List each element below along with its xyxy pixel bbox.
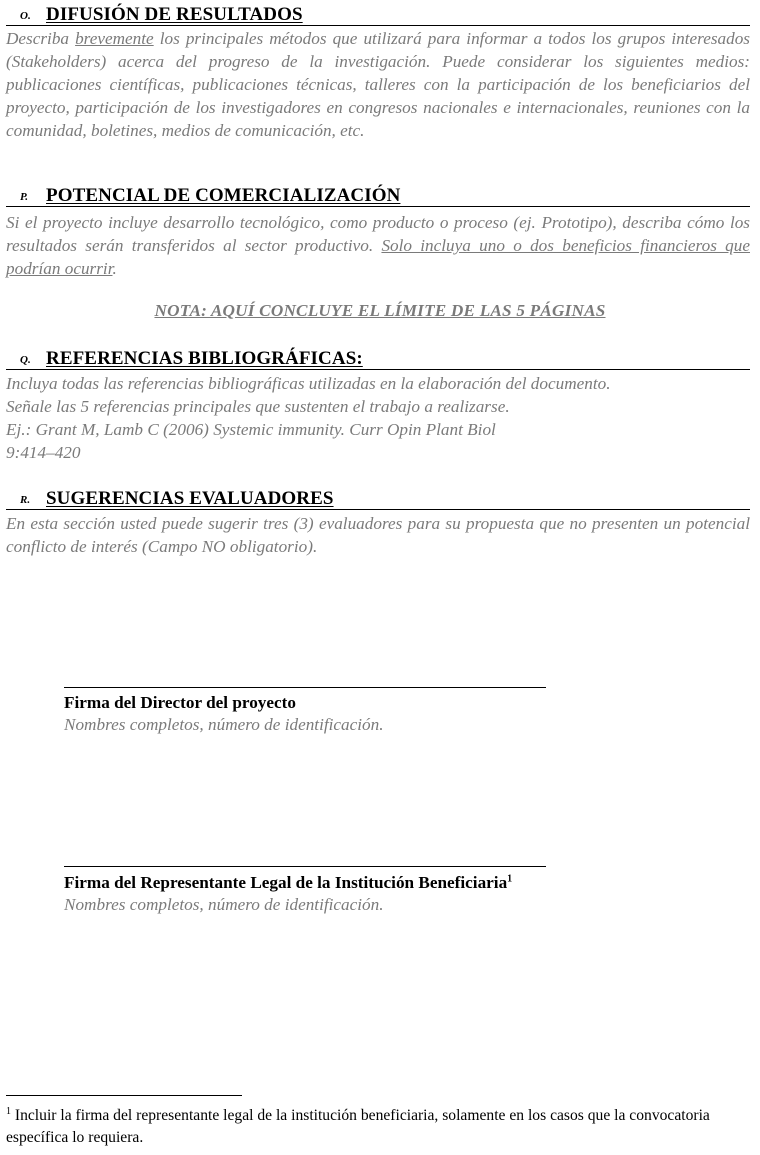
section-o-description — [6, 27, 750, 142]
section-p-letter: P. — [20, 191, 29, 203]
section-p-heading — [6, 183, 750, 207]
section-r-description: En esta sección usted puede sugerir tres (3) evaluadores para su propuesta que no presenten un potencial conflicto de interés (Campo NO obligatorio). — [6, 514, 750, 556]
section-q-heading — [6, 346, 750, 370]
section-p-description — [6, 211, 750, 280]
section-p-text-b: . — [112, 259, 117, 278]
section-r-heading — [6, 486, 750, 510]
signature-title-legal-rep — [64, 872, 512, 894]
section-q-line: Ej.: Grant M, Lamb C (2006) Systemic immunity. Curr Opin Plant Biol — [6, 420, 496, 439]
section-o-emphasis: brevemente — [75, 29, 154, 48]
footnote-text: Incluir la firma del representante legal de la institución beneficiaria, solamente en los casos que la convocatoria específica lo requiera. — [6, 1107, 710, 1146]
section-r-letter: R. — [20, 494, 31, 506]
section-q-description — [6, 372, 750, 464]
section-q-letter: Q. — [20, 354, 31, 366]
section-q-line: Señale las 5 referencias principales que sustenten el trabajo a realizarse. — [6, 397, 510, 416]
section-p-text-a: Si el proyecto incluye desarrollo tecnológico, como producto o proceso (ej. Prototipo), describa cómo los resultados serán transferidos al sector productivo. — [6, 213, 750, 255]
signature-line-director — [64, 687, 546, 688]
signature-subtitle-legal-rep: Nombres completos, número de identificación. — [64, 895, 384, 914]
section-r-title: SUGERENCIAS EVALUADORES — [46, 488, 334, 509]
section-o-heading — [6, 2, 750, 26]
section-o-letter: O. — [20, 10, 31, 22]
section-p-title: POTENCIAL DE COMERCIALIZACIÓN — [46, 185, 401, 206]
section-o-title: DIFUSIÓN DE RESULTADOS — [46, 4, 303, 25]
section-o-text-b: los principales métodos que utilizará para informar a todos los grupos interesados (Stakeholders) acerca del progreso de la investigación. Puede considerar los siguientes medios: publicaciones científicas, publicaciones técnicas, talleres con la participación de los beneficiarios del proyecto, participación de los investigadores en congresos nacionales e internacionales, reuniones con la comunidad, boletines, medios de comunicación, etc. — [6, 29, 750, 140]
section-q-title: REFERENCIAS BIBLIOGRÁFICAS: — [46, 348, 363, 369]
signature-subtitle-director: Nombres completos, número de identificación. — [64, 715, 384, 734]
footnote-reference: 1 — [507, 873, 513, 885]
signature-line-legal-rep — [64, 866, 546, 867]
section-q-line: Incluya todas las referencias bibliográficas utilizadas en la elaboración del documento. — [6, 374, 611, 393]
footnote — [6, 1105, 750, 1149]
signature-title-legal-rep-text: Firma del Representante Legal de la Institución Beneficiaria — [64, 873, 508, 892]
section-q-line: 9:414–420 — [6, 443, 81, 462]
page-limit-note: NOTA: AQUÍ CONCLUYE EL LÍMITE DE LAS 5 PÁGINAS — [154, 301, 606, 320]
footnote-mark: 1 — [6, 1105, 11, 1117]
section-o-text-a: Describa — [6, 29, 76, 48]
footnote-separator — [6, 1095, 242, 1096]
section-p-emphasis: Solo incluya uno o dos beneficios financieros que podrían ocurrir — [6, 236, 750, 278]
signature-title-director — [64, 692, 296, 714]
signature-title-director-text: Firma del Director del proyecto — [64, 693, 296, 712]
